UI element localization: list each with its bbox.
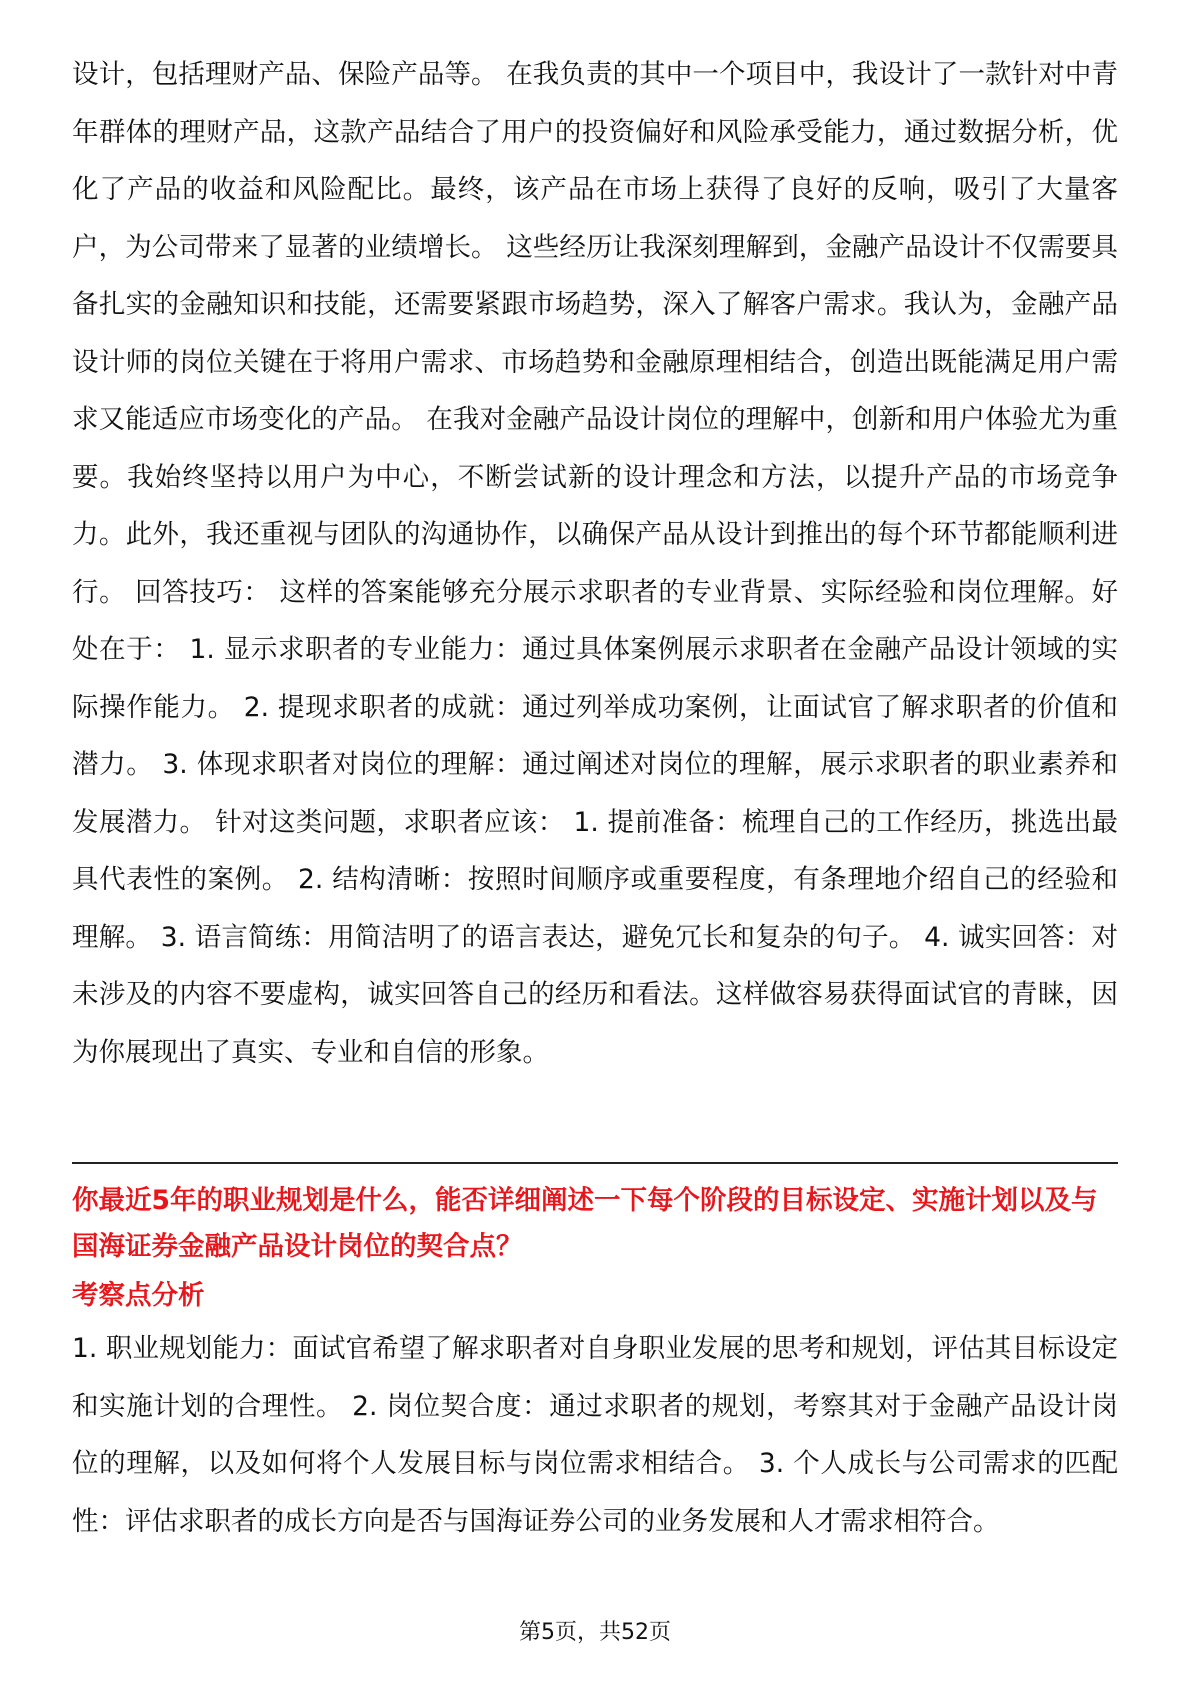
analysis-paragraph: 1. 职业规划能力：面试官希望了解求职者对自身职业发展的思考和规划，评估其目标设定和实施计划的合理性。 2. 岗位契合度：通过求职者的规划，考察其对于金融产品设计岗位的理解，以及如何将个人发展目标与岗位需求相结合。 3. 个人成长与公司需求的匹配性：评估求职者的成长方向是否与国海证券公司的业务发展和人才需求相符合。 [72,1333,1118,1537]
answer-paragraph: 设计，包括理财产品、保险产品等。 在我负责的其中一个项目中，我设计了一款针对中青年群体的理财产品，这款产品结合了用户的投资偏好和风险承受能力，通过数据分析，优化了产品的收益和风险配比。最终，该产品在市场上获得了良好的反响，吸引了大量客户，为公司带来了显著的业绩增长。 这些经历让我深刻理解到，金融产品设计不仅需要具备扎实的金融知识和技能，还需要紧跟市场趋势，深入了解客户需求。我认为，金融产品设计师的岗位关键在于将用户需求、市场趋势和金融原理相结合，创造出既能满足用户需求又能适应市场变化的产品。 在我对金融产品设计岗位的理解中，创新和用户体验尤为重要。我始终坚持以用户为中心，不断尝试新的设计理念和方法，以提升产品的市场竞争力。此外，我还重视与团队的沟通协作，以确保产品从设计到推出的每个环节都能顺利进行。 回答技巧： 这样的答案能够充分展示求职者的专业背景、实际经验和岗位理解。好处在于： 1. 显示求职者的专业能力：通过具体案例展示求职者在金融产品设计领域的实际操作能力。 2. 提现求职者的成就：通过列举成功案例，让面试官了解求职者的价值和潜力。 3. 体现求职者对岗位的理解：通过阐述对岗位的理解，展示求职者的职业素养和发展潜力。 针对这类问题，求职者应该： 1. 提前准备：梳理自己的工作经历，挑选出最具代表性的案例。 2. 结构清晰：按照时间顺序或重要程度，有条理地介绍自己的经验和理解。 3. 语言简练：用简洁明了的语言表达，避免冗长和复杂的句子。 4. 诚实回答：对未涉及的内容不要虚构，诚实回答自己的经历和看法。这样做容易获得面试官的青睐，因为你展现出了真实、专业和自信的形象。 [72,59,1118,1068]
analysis-heading: 考察点分析 [72,1280,205,1311]
section-divider [72,1162,1118,1164]
page-number: 第5页，共52页 [519,1620,671,1645]
interview-question: 你最近5年的职业规划是什么，能否详细阐述一下每个阶段的目标设定、实施计划以及与国海证券金融产品设计岗位的契合点？ [72,1185,1098,1262]
answer-section [72,46,1118,1081]
